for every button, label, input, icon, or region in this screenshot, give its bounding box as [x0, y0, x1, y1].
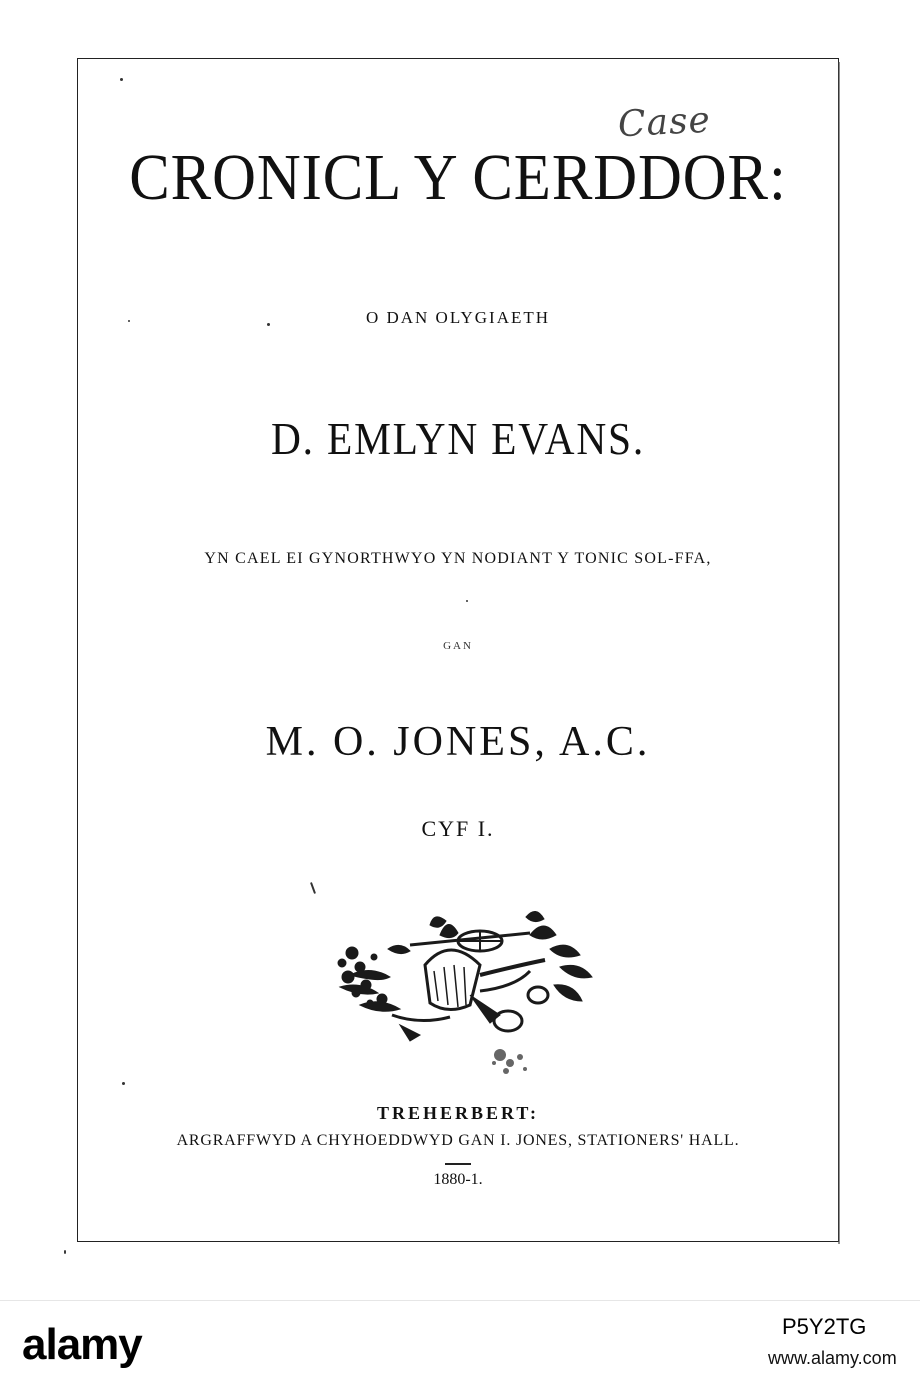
ink-speck — [120, 78, 123, 81]
imprint-place: TREHERBERT: — [376, 1103, 540, 1123]
editor-name: D. EMLYN EVANS. — [270, 413, 646, 464]
site-url: www.alamy.com — [768, 1348, 897, 1368]
alamy-logo: alamy — [22, 1320, 142, 1369]
ink-speck — [466, 600, 468, 602]
assistance-line: YN CAEL EI GYNORTHWYO YN NODIANT Y TONIC SOL-FFA, — [204, 550, 712, 567]
frame-edge-shadow — [838, 62, 840, 1244]
handwritten-note: Case — [616, 99, 712, 146]
subheading: O DAN OLYGIAETH — [365, 308, 551, 327]
image-id: P5Y2TG — [782, 1314, 867, 1339]
by-label: GAN — [443, 640, 473, 652]
imprint-year: 1880-1. — [433, 1171, 483, 1188]
music-trophy-ornament — [330, 905, 600, 1075]
footer-divider — [0, 1300, 920, 1301]
author-name: M. O. JONES, A.C. — [265, 719, 651, 765]
ink-speck — [122, 1082, 125, 1085]
ink-speck — [64, 1250, 66, 1254]
imprint-rule — [445, 1163, 471, 1165]
volume-label: CYF I. — [421, 816, 495, 841]
page-title: CRONICL Y CERDDOR: — [129, 141, 787, 214]
imprint-printer: ARGRAFFWYD A CHYHOEDDWYD GAN I. JONES, STATIONERS' HALL. — [176, 1132, 740, 1149]
